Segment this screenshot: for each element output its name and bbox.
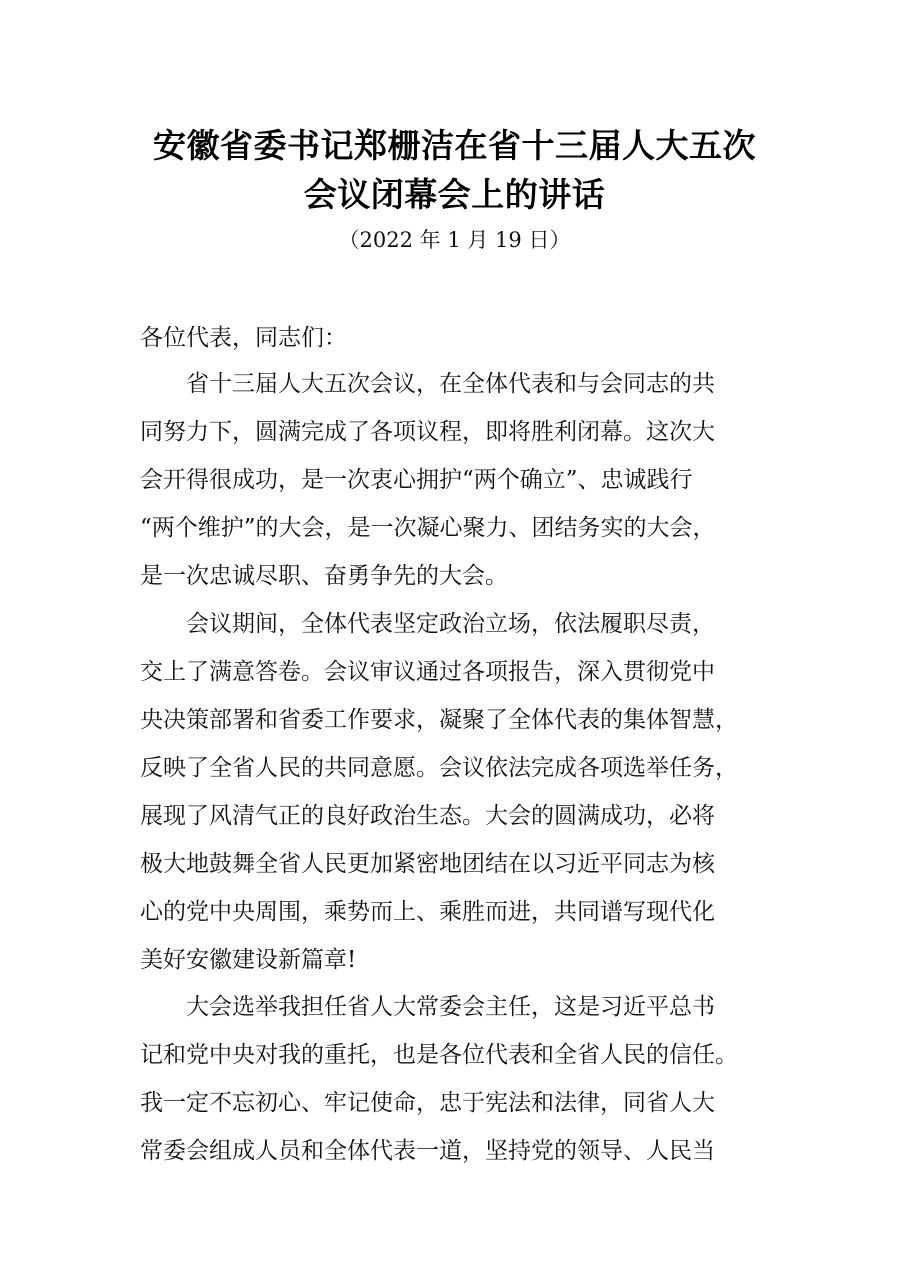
paragraph-2-line: 反映了全省人民的共同意愿。会议依法完成各项选举任务， [140, 755, 738, 781]
paragraph-3-line: 大会选举我担任省人大常委会主任，这是习近平总书 [140, 994, 715, 1020]
paragraph-2-line: 极大地鼓舞全省人民更加紧密地团结在以习近平同志为核 [140, 851, 715, 877]
paragraph-2-line: 央决策部署和省委工作要求，凝聚了全体代表的集体智慧， [140, 707, 738, 733]
paragraph-3 [140, 983, 780, 1175]
paragraph-3-line: 我一定不忘初心、牢记使命，忠于宪法和法律，同省人大 [140, 1090, 715, 1116]
paragraph-1-line: 省十三届人大五次会议，在全体代表和与会同志的共 [140, 371, 715, 397]
paragraph-2-line: 会议期间，全体代表坚定政治立场，依法履职尽责， [140, 611, 715, 637]
paragraph-1-line: 同努力下，圆满完成了各项议程，即将胜利闭幕。这次大 [140, 419, 715, 445]
paragraph-1-line: 会开得很成功，是一次衷心拥护“两个确立”、忠诚践行 [140, 467, 693, 493]
paragraph-2-line: 交上了满意答卷。会议审议通过各项报告，深入贯彻党中 [140, 659, 715, 685]
paragraph-2-line: 展现了风清气正的良好政治生态。大会的圆满成功，必将 [140, 803, 715, 829]
paragraph-2-line: 美好安徽建设新篇章! [140, 947, 357, 973]
speech-date: （2022 年 1 月 19 日） [338, 228, 571, 252]
document-title-line-2: 会议闭幕会上的讲话 [303, 175, 606, 214]
paragraph-2-line: 心的党中央周围，乘势而上、乘胜而进，共同谱写现代化 [140, 899, 715, 925]
paragraph-3-line: 常委会组成人员和全体代表一道，坚持党的领导、人民当 [140, 1138, 715, 1164]
document-title-line-1: 安徽省委书记郑栅洁在省十三届人大五次 [153, 126, 756, 165]
paragraph-3-line: 记和党中央对我的重托，也是各位代表和全省人民的信任。 [140, 1042, 738, 1068]
paragraph-2 [140, 600, 780, 984]
paragraph-1 [140, 360, 780, 600]
paragraph-1-line: 是一次忠诚尽职、奋勇争先的大会。 [140, 563, 508, 589]
salutation [140, 314, 780, 362]
paragraph-1-line: “两个维护”的大会，是一次凝心聚力、团结务实的大会， [140, 515, 716, 541]
salutation-line: 各位代表，同志们： [140, 325, 347, 351]
